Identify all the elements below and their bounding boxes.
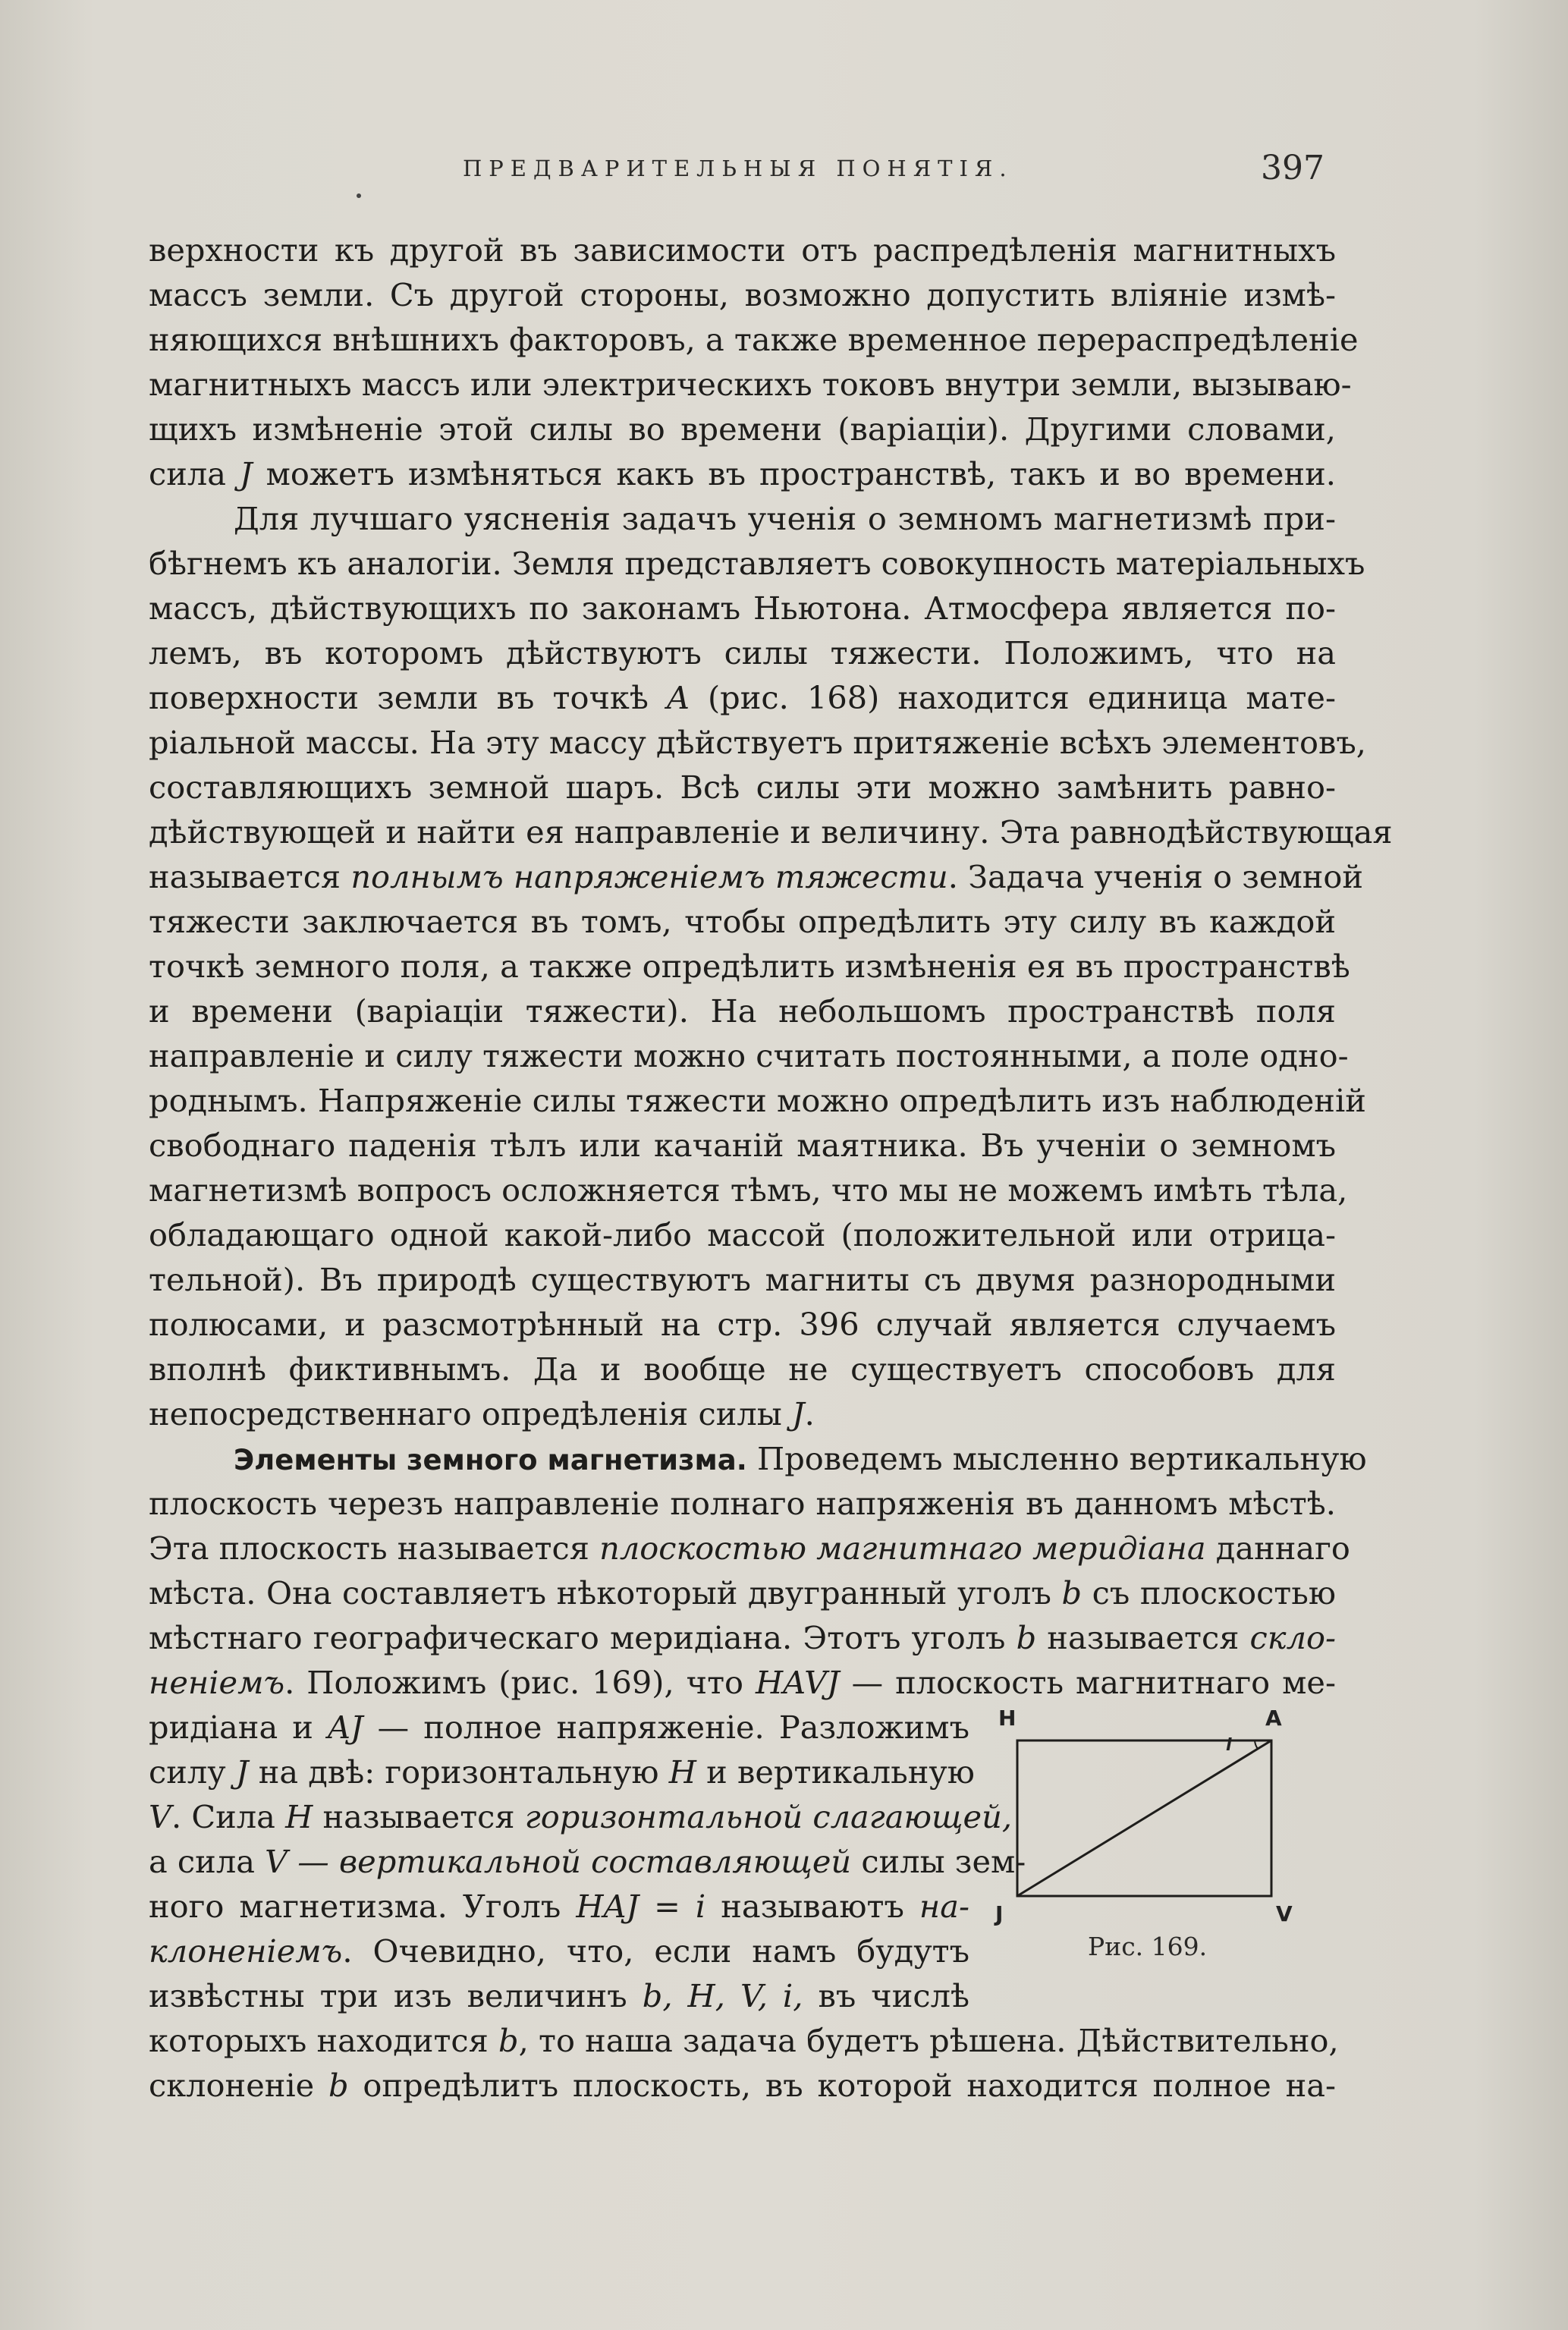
page-number: 397 xyxy=(1261,149,1324,187)
text-line: Элементы земного магнетизма. Проведемъ мысленно вертикальную xyxy=(234,1440,1367,1477)
text-line: а сила V — вертикальной составляющей силы зем- xyxy=(149,1843,1026,1880)
text-line: неніемъ. Положимъ (рис. 169), что HAVJ — плоскость магнитнаго ме- xyxy=(149,1664,1336,1701)
text-line: няющихся внѣшнихъ факторовъ, а также временное перераспредѣленіе xyxy=(149,321,1359,358)
text-line: щихъ измѣненіе этой силы во времени (варіаціи). Другими словами, xyxy=(149,410,1336,448)
text-line: дѣйствующей и найти ея направленіе и величину. Эта равнодѣйствующая xyxy=(149,813,1393,851)
ink-speck xyxy=(357,193,361,198)
text-line: извѣстны три изъ величинъ b, H, V, i, въ числѣ xyxy=(149,1977,969,2014)
text-line: магнетизмѣ вопросъ осложняется тѣмъ, что мы не можемъ имѣть тѣла, xyxy=(149,1171,1348,1209)
text-line: верхности къ другой въ зависимости отъ распредѣленія магнитныхъ xyxy=(149,231,1336,269)
text-line: плоскость черезъ направленіе полнаго напряженія въ данномъ мѣстѣ. xyxy=(149,1485,1336,1522)
figure-169 xyxy=(995,1703,1317,1961)
text-line: ріальной массы. На эту массу дѣйствуетъ притяженіе всѣхъ элементовъ, xyxy=(149,724,1366,761)
text-line: ридіана и AJ — полное напряженіе. Разложимъ xyxy=(149,1709,969,1746)
text-line: массъ земли. Съ другой стороны, возможно допустить вліяніе измѣ- xyxy=(149,276,1336,313)
label-a: A xyxy=(1265,1706,1282,1731)
text-line: силу J на двѣ: горизонтальную H и вертикальную xyxy=(149,1753,975,1791)
angle-arc xyxy=(1255,1740,1258,1749)
text-line: направленіе и силу тяжести можно считать постоянными, а поле одно- xyxy=(149,1037,1349,1074)
text-line: роднымъ. Напряженіе силы тяжести можно опредѣлить изъ наблюденій xyxy=(149,1082,1366,1119)
text-line: Для лучшаго уясненія задачъ ученія о земномъ магнетизмѣ при- xyxy=(234,500,1336,537)
text-line: мѣста. Она составляетъ нѣкоторый двугранный уголъ b съ плоскостью xyxy=(149,1574,1336,1612)
text-line: тяжести заключается въ томъ, чтобы опредѣлить эту силу въ каждой xyxy=(149,903,1336,940)
diagonal-aj xyxy=(1017,1740,1271,1896)
label-h: H xyxy=(998,1706,1017,1731)
text-line: и времени (варіаціи тяжести). На небольшомъ пространствѣ поля xyxy=(149,992,1336,1030)
label-i: i xyxy=(1226,1736,1232,1755)
text-line: составляющихъ земной шаръ. Всѣ силы эти можно замѣнить равно- xyxy=(149,769,1336,806)
section-heading: Элементы земного магнетизма. xyxy=(234,1444,747,1476)
text-line: свободнаго паденія тѣлъ или качаній маятника. Въ ученіи о земномъ xyxy=(149,1127,1336,1164)
text-line: сила J можетъ измѣняться какъ въ пространствѣ, такъ и во времени. xyxy=(149,455,1336,492)
text-line: непосредственнаго опредѣленія силы J. xyxy=(149,1395,815,1432)
text-line: V. Сила H называется горизонтальной слагающей, xyxy=(149,1798,1013,1835)
text-line: склоненіе b опредѣлитъ плоскость, въ которой находится полное на- xyxy=(149,2067,1336,2104)
figure-caption: Рис. 169. xyxy=(1088,1932,1208,1961)
text-line: точкѣ земного поля, а также опредѣлить измѣненія ея въ пространствѣ xyxy=(149,948,1350,985)
figure-diagram xyxy=(998,1703,1317,1930)
text-line: лемъ, въ которомъ дѣйствуютъ силы тяжести. Положимъ, что на xyxy=(149,634,1336,671)
text-line: называется полнымъ напряженіемъ тяжести. Задача ученія о земной xyxy=(149,858,1364,895)
text-line: Эта плоскость называется плоскостью магнитнаго меридіана даннаго xyxy=(149,1530,1350,1567)
text-line: бѣгнемъ къ аналогіи. Земля представляетъ совокупность матеріальныхъ xyxy=(149,545,1365,582)
label-v: V xyxy=(1276,1901,1293,1926)
text-line: мѣстнаго географическаго меридіана. Этотъ уголъ b называется скло- xyxy=(149,1619,1337,1656)
label-j: J xyxy=(995,1901,1004,1926)
text-line: массъ, дѣйствующихъ по законамъ Ньютона. Атмосфера является по- xyxy=(149,590,1336,627)
text-line: вполнѣ фиктивнымъ. Да и вообще не существуетъ способовъ для xyxy=(149,1351,1336,1388)
text-line: поверхности земли въ точкѣ A (рис. 168) находится единица мате- xyxy=(149,679,1336,716)
text-line: которыхъ находится b, то наша задача будетъ рѣшена. Дѣйствительно, xyxy=(149,2022,1339,2059)
text-line: полюсами, и разсмотрѣнный на стр. 396 случай является случаемъ xyxy=(149,1306,1336,1343)
text-line: клоненіемъ. Очевидно, что, если намъ будутъ xyxy=(149,1932,969,1970)
text-line: тельной). Въ природѣ существуютъ магниты съ двумя разнородными xyxy=(149,1261,1336,1298)
text-line: обладающаго одной какой-либо массой (положительной или отрица- xyxy=(149,1216,1336,1253)
text-line: магнитныхъ массъ или электрическихъ токовъ внутри земли, вызываю- xyxy=(149,366,1352,403)
running-title: ПРЕДВАРИТЕЛЬНЫЯ ПОНЯТІЯ. xyxy=(463,156,1013,181)
text-line: ного магнетизма. Уголъ HAJ = i называютъ на- xyxy=(149,1888,969,1925)
